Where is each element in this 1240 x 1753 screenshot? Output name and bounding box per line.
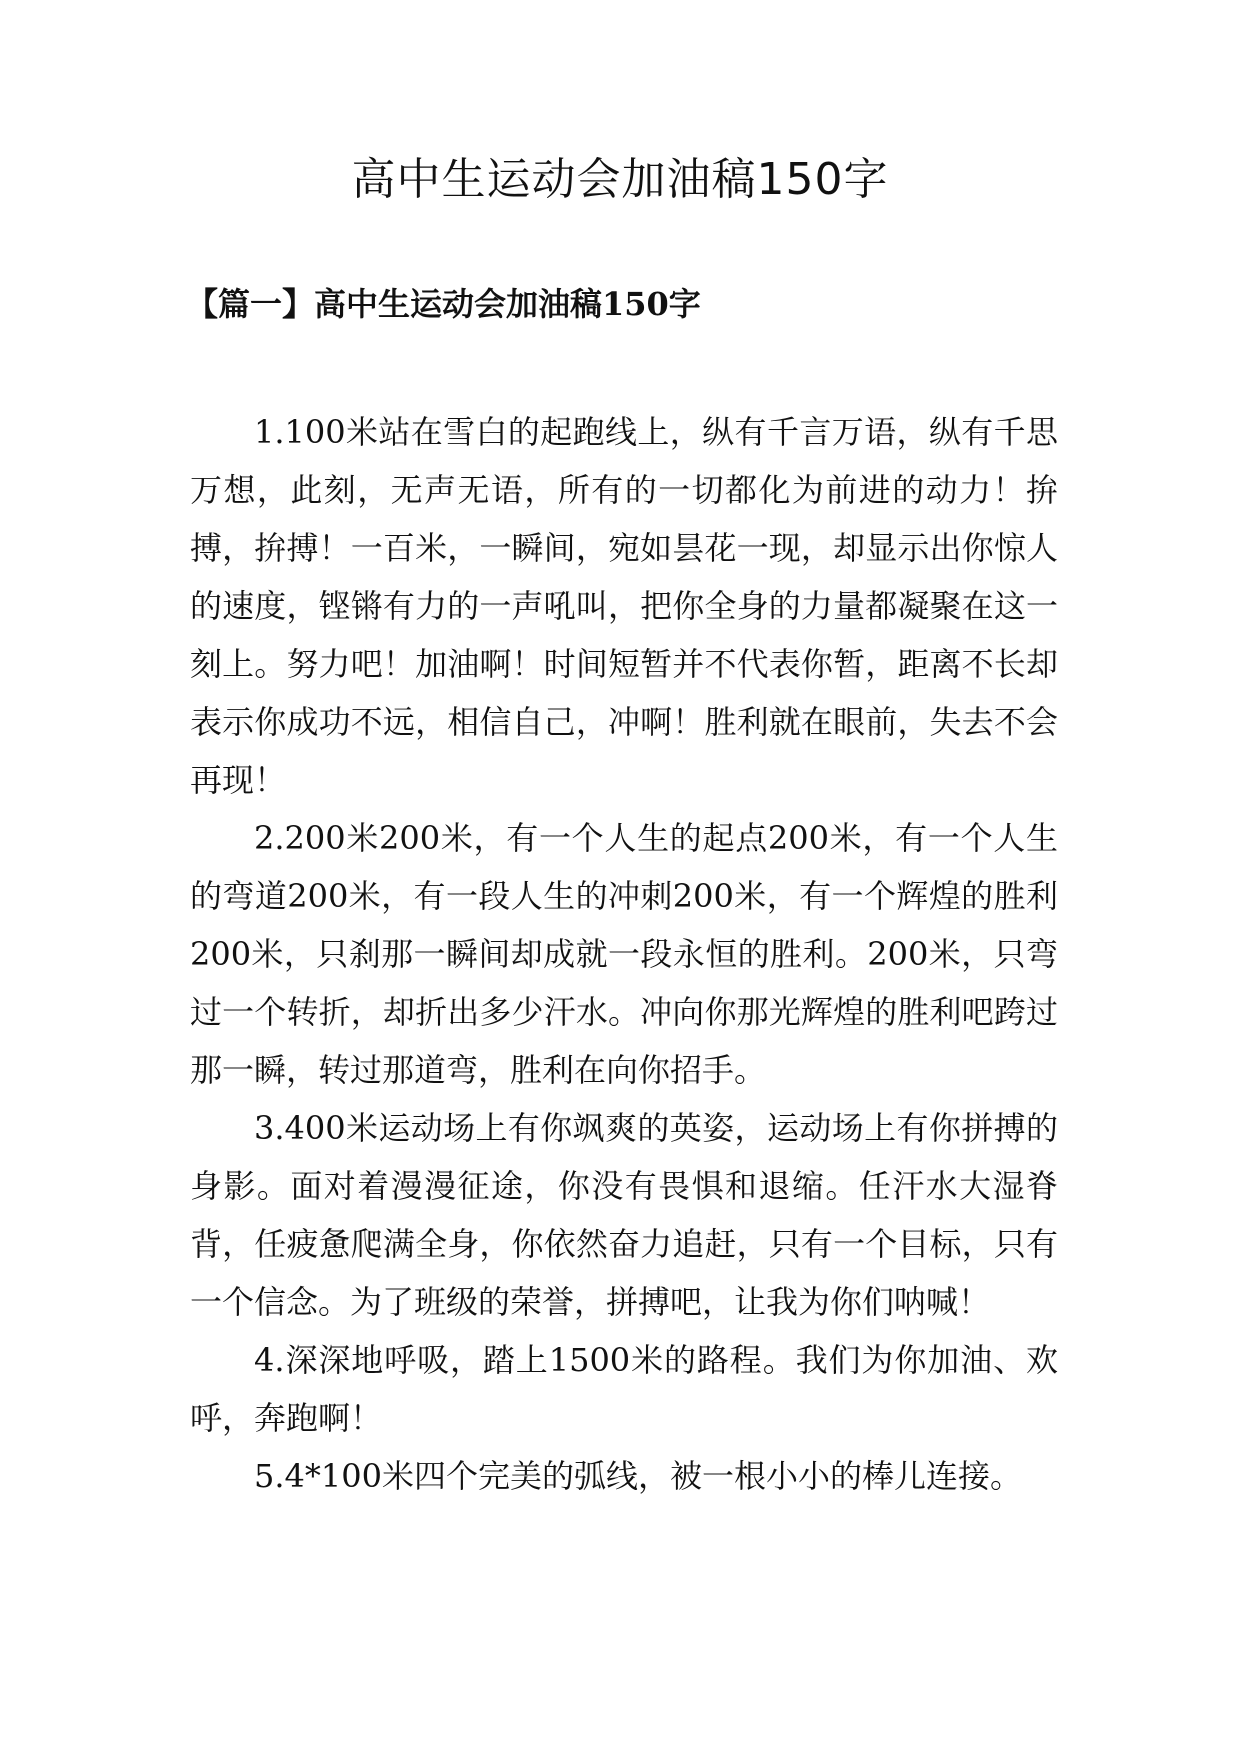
document-body (190, 403, 1058, 1505)
paragraph-2: 2.200米200米，有一个人生的起点200米，有一个人生的弯道200米，有一段人生的冲刺200米，有一个辉煌的胜利200米，只刹那一瞬间却成就一段永恒的胜利。200米，只弯过一个转折，却折出多少汗水。冲向你那光辉煌的胜利吧跨过那一瞬，转过那道弯，胜利在向你招手。 (190, 819, 1058, 1089)
paragraph-1: 1.100米站在雪白的起跑线上，纵有千言万语，纵有千思万想，此刻，无声无语，所有的一切都化为前进的动力！拚搏，拚搏！一百米，一瞬间，宛如昙花一现，却显示出你惊人的速度，铿锵有力的一声吼叫，把你全身的力量都凝聚在这一刻上。努力吧！加油啊！时间短暂并不代表你暂，距离不长却表示你成功不远，相信自己，冲啊！胜利就在眼前，失去不会再现！ (190, 413, 1058, 799)
paragraph-4: 4.深深地呼吸，踏上1500米的路程。我们为你加油、欢呼，奔跑啊！ (190, 1341, 1058, 1437)
section-heading: 【篇一】高中生运动会加油稿150字 (186, 285, 701, 323)
document-title: 高中生运动会加油稿150字 (351, 154, 889, 205)
paragraph-5: 5.4*100米四个完美的弧线，被一根小小的棒儿连接。 (254, 1457, 1022, 1495)
paragraph-3: 3.400米运动场上有你飒爽的英姿，运动场上有你拼搏的身影。面对着漫漫征途，你没有畏惧和退缩。任汗水大湿脊背，任疲惫爬满全身，你依然奋力追赶，只有一个目标，只有一个信念。为了班级的荣誉，拼搏吧，让我为你们呐喊！ (190, 1109, 1058, 1321)
